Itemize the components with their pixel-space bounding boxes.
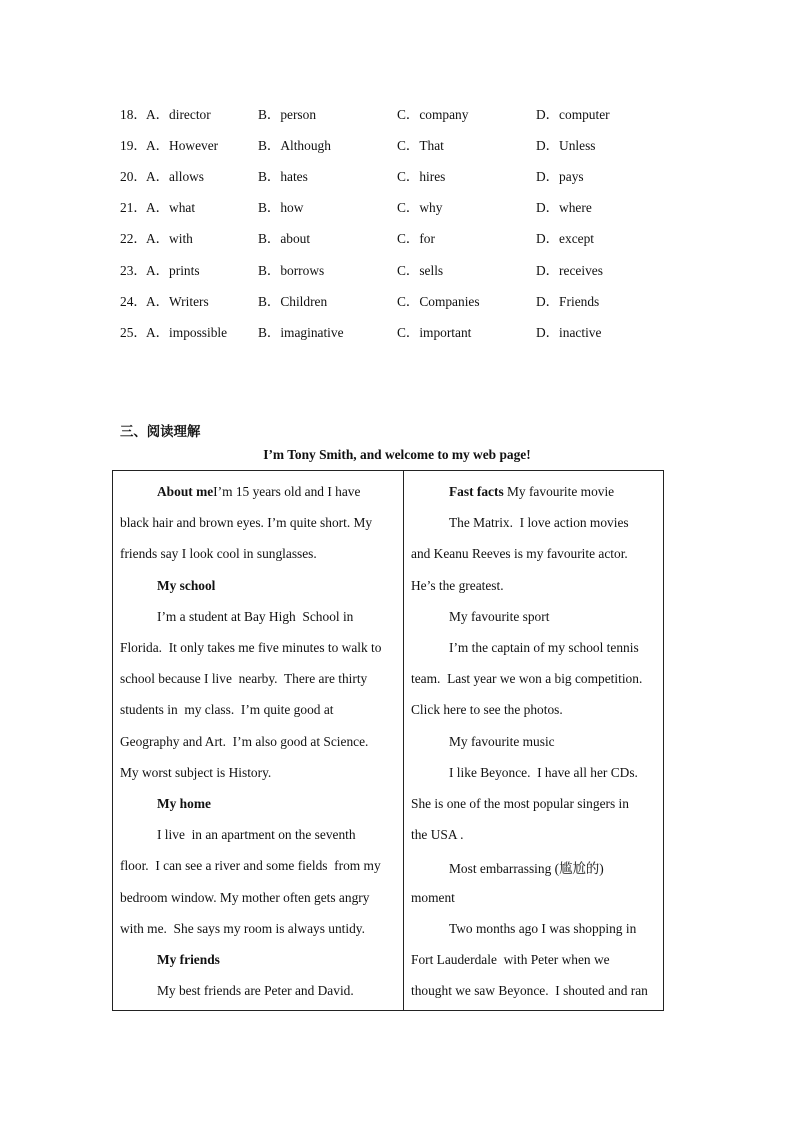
embarrassing-heading: Most embarrassing (尴尬的)	[449, 861, 604, 876]
fast-facts-heading: Fast facts	[449, 484, 504, 499]
embarrassing-text: thought we saw Beyonce. I shouted and ran	[411, 983, 648, 998]
about-me-text: I’m 15 years old and I have	[213, 484, 361, 499]
option-d: D．pays	[536, 169, 584, 184]
fast-facts-line	[449, 484, 614, 500]
option-a: A．prints	[146, 263, 200, 278]
question-number: 18．	[120, 107, 147, 122]
passage-title: I’m Tony Smith, and welcome to my web page!	[263, 447, 531, 462]
question-row	[120, 104, 680, 124]
question-number: 21．	[120, 200, 147, 215]
my-home-heading: My home	[157, 796, 211, 811]
option-d: D．receives	[536, 263, 603, 278]
music-text: I like Beyonce. I have all her CDs.	[449, 765, 638, 780]
movie-text: and Keanu Reeves is my favourite actor.	[411, 546, 628, 561]
question-row	[120, 260, 680, 280]
about-me-line	[157, 484, 360, 500]
question-number: 25．	[120, 325, 147, 340]
my-home-text: with me. She says my room is always untidy.	[120, 921, 365, 936]
my-school-text: Geography and Art. I’m also good at Science.	[120, 734, 369, 749]
option-a: A．However	[146, 138, 219, 153]
option-b: B．person	[258, 107, 317, 122]
option-a: A．with	[146, 231, 193, 246]
column-divider	[403, 470, 404, 1011]
my-school-text: My worst subject is History.	[120, 765, 272, 780]
option-a: A．impossible	[146, 325, 228, 340]
sport-text: I’m the captain of my school tennis	[449, 640, 639, 655]
question-number: 22．	[120, 231, 147, 246]
music-heading: My favourite music	[449, 734, 555, 749]
embarrassing-heading: moment	[411, 890, 455, 905]
option-d: D．computer	[536, 107, 610, 122]
sport-text: Click here to see the photos.	[411, 702, 563, 717]
movie-text: He’s the greatest.	[411, 578, 504, 593]
option-b: B．Although	[258, 138, 331, 153]
option-d: D．Friends	[536, 294, 600, 309]
question-number: 23．	[120, 263, 147, 278]
my-friends-text: My best friends are Peter and David.	[157, 983, 354, 998]
option-a: A．allows	[146, 169, 205, 184]
section-title: 三、阅读理解	[120, 424, 201, 439]
option-c: C．for	[397, 231, 435, 246]
option-b: B．Children	[258, 294, 328, 309]
question-row	[120, 228, 680, 248]
question-number: 19．	[120, 138, 147, 153]
option-d: D．inactive	[536, 325, 602, 340]
my-home-text: bedroom window. My mother often gets angry	[120, 890, 370, 905]
question-row	[120, 135, 680, 155]
question-number: 20．	[120, 169, 147, 184]
music-text: She is one of the most popular singers in	[411, 796, 629, 811]
option-d: D．except	[536, 231, 595, 246]
option-a: A．what	[146, 200, 196, 215]
sport-text: team. Last year we won a big competition.	[411, 671, 643, 686]
option-c: C．Companies	[397, 294, 480, 309]
option-a: A．Writers	[146, 294, 209, 309]
question-number: 24．	[120, 294, 147, 309]
embarrassing-text: Two months ago I was shopping in	[449, 921, 637, 936]
question-row	[120, 166, 680, 186]
embarrassing-text: Fort Lauderdale with Peter when we	[411, 952, 610, 967]
my-school-text: students in my class. I’m quite good at	[120, 702, 334, 717]
option-b: B．how	[258, 200, 304, 215]
option-b: B．about	[258, 231, 311, 246]
option-c: C．important	[397, 325, 472, 340]
option-b: B．imaginative	[258, 325, 344, 340]
question-row	[120, 322, 680, 342]
my-school-heading: My school	[157, 578, 216, 593]
about-me-text: friends say I look cool in sunglasses.	[120, 546, 317, 561]
option-c: C．company	[397, 107, 469, 122]
question-row	[120, 291, 680, 311]
my-school-text: I’m a student at Bay High School in	[157, 609, 354, 624]
fast-facts-text: My favourite movie	[503, 484, 615, 499]
option-c: C．sells	[397, 263, 444, 278]
question-row	[120, 197, 680, 217]
my-school-text: Florida. It only takes me five minutes to walk to	[120, 640, 382, 655]
movie-text: The Matrix. I love action movies	[449, 515, 629, 530]
option-c: C．That	[397, 138, 444, 153]
my-home-text: I live in an apartment on the seventh	[157, 827, 356, 842]
sport-heading: My favourite sport	[449, 609, 550, 624]
option-a: A．director	[146, 107, 211, 122]
option-d: D．Unless	[536, 138, 596, 153]
option-b: B．hates	[258, 169, 308, 184]
my-home-text: floor. I can see a river and some fields from my	[120, 858, 381, 873]
option-b: B．borrows	[258, 263, 325, 278]
my-friends-heading: My friends	[157, 952, 220, 967]
about-me-heading: About me	[157, 484, 214, 499]
option-c: C．hires	[397, 169, 446, 184]
music-text: the USA .	[411, 827, 464, 842]
about-me-text: black hair and brown eyes. I’m quite short. My	[120, 515, 373, 530]
option-c: C．why	[397, 200, 443, 215]
option-d: D．where	[536, 200, 592, 215]
my-school-text: school because I live nearby. There are thirty	[120, 671, 368, 686]
